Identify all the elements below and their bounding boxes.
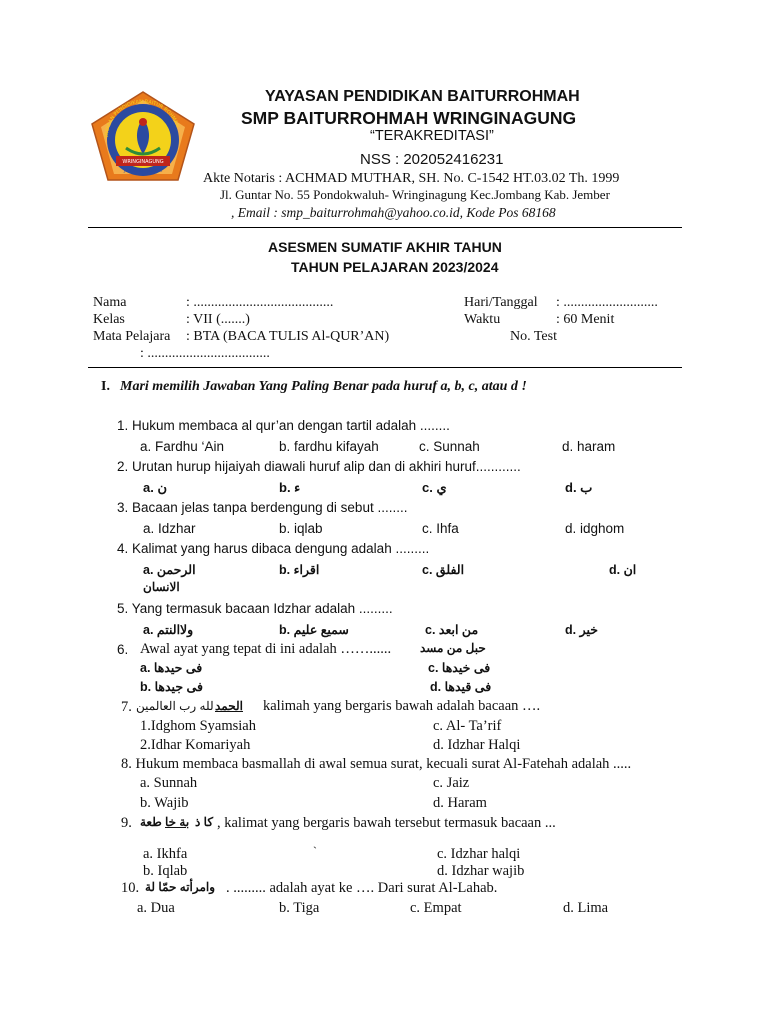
q10-option-d[interactable]: d. Lima <box>563 900 609 916</box>
nss-number: NSS : 202052416231 <box>360 151 504 168</box>
mapel-label: Mata Pelajara <box>93 329 171 344</box>
school-email: , Email : smp_baiturrohmah@yahoo.co.id, Kode Pos 68168 <box>231 205 556 220</box>
question-6: Awal ayat yang tepat di ini adalah ……...... <box>140 641 392 657</box>
waktu-label: Waktu <box>464 312 501 327</box>
q1-option-b[interactable]: b. fardhu kifayah <box>279 439 379 454</box>
hari-label: Hari/Tanggal <box>464 295 538 310</box>
q9-option-a[interactable]: a. Ikhfa <box>143 846 188 862</box>
q2-option-a[interactable]: a. ن <box>143 480 168 495</box>
q8-option-b[interactable]: b. Wajib <box>140 795 189 811</box>
accreditation-status: “TERAKREDITASI” <box>370 128 494 144</box>
q4-option-a[interactable]: a. الرحمن <box>143 563 196 577</box>
logo-bottom-text: WRINGINAGUNG <box>122 159 164 165</box>
q2-option-d[interactable]: d. ب <box>565 480 593 495</box>
q1-option-a[interactable]: a. Fardhu ‘Ain <box>140 439 225 454</box>
question-7-arabic-underlined: الحمد <box>215 699 243 713</box>
q10-option-b[interactable]: b. Tiga <box>279 900 320 916</box>
header-divider <box>88 227 682 228</box>
question-9-number: 9. <box>121 815 132 831</box>
q4-option-d[interactable]: d. ان <box>609 563 637 577</box>
q3-option-d[interactable]: d. idghom <box>565 521 625 536</box>
q5-option-a[interactable]: a. ولاالنتم <box>143 623 194 637</box>
hari-field[interactable]: : ........................... <box>556 295 658 310</box>
q5-option-d[interactable]: d. خير <box>565 623 598 637</box>
q6-option-d[interactable]: d. فى قيدها <box>430 680 492 694</box>
q1-option-d[interactable]: d. haram <box>562 439 616 454</box>
section-instruction: Mari memilih Jawaban Yang Paling Benar pada huruf a, b, c, atau d ! <box>120 379 527 394</box>
question-6-arabic: حبل من مسد <box>420 641 486 655</box>
nama-field[interactable]: : ........................................ <box>186 295 334 310</box>
q9-option-d[interactable]: d. Idzhar wajib <box>437 863 525 879</box>
q9-option-b[interactable]: b. Iqlab <box>143 863 188 879</box>
q8-option-c[interactable]: c. Jaiz <box>433 775 470 791</box>
question-4: 4. Kalimat yang harus dibaca dengung adalah ......... <box>117 541 430 556</box>
waktu-value: : 60 Menit <box>556 312 615 327</box>
q8-option-d[interactable]: d. Haram <box>433 795 487 811</box>
kelas-label: Kelas <box>93 312 125 327</box>
question-7-number: 7. <box>121 699 132 715</box>
q4-option-d-wrap: الانسان <box>143 580 180 594</box>
question-8: 8. Hukum membaca basmallah di awal semua surat, kecuali surat Al-Fatehah adalah ..... <box>121 756 632 772</box>
q10-option-a[interactable]: a. Dua <box>137 900 175 916</box>
notest-label: No. Test <box>510 329 557 344</box>
school-logo <box>86 88 200 184</box>
question-5: 5. Yang termasuk bacaan Idzhar adalah ......... <box>117 601 393 616</box>
foundation-name: YAYASAN PENDIDIKAN BAITURROHMAH <box>265 88 580 105</box>
question-10-number: 10. <box>121 880 140 896</box>
nama-label: Nama <box>93 295 127 310</box>
question-6-number: 6. <box>117 642 129 657</box>
q3-option-b[interactable]: b. iqlab <box>279 521 323 536</box>
q9-stray-mark: ` <box>313 844 317 858</box>
q5-option-b[interactable]: b. سميع عليم <box>279 623 349 637</box>
notest-field[interactable]: : ................................... <box>140 346 270 361</box>
q6-option-c[interactable]: c. فى خيدها <box>428 661 491 675</box>
q7-option-a[interactable]: 1.Idghom Syamsiah <box>140 718 256 734</box>
q4-option-c[interactable]: c. الفلق <box>422 563 465 577</box>
q7-option-b[interactable]: 2.Idhar Komariyah <box>140 737 251 753</box>
identity-divider <box>88 367 682 368</box>
q6-option-a[interactable]: a. فى حيدها <box>140 661 203 675</box>
logo-ring-text: YAYASAN PENDIDIKAN BAITUR ROHMAH <box>103 98 181 139</box>
question-9: , kalimat yang bergaris bawah tersebut termasuk bacaan ... <box>217 815 556 831</box>
section-number: I. <box>101 379 110 394</box>
school-name: SMP BAITURROHMAH WRINGINAGUNG <box>241 108 577 128</box>
q3-option-c[interactable]: c. Ihfa <box>422 521 459 536</box>
q6-option-b[interactable]: b. فى جيدها <box>140 680 203 694</box>
exam-title: ASESMEN SUMATIF AKHIR TAHUN <box>268 239 502 255</box>
question-9-arabic-underlined: بة خا <box>165 815 190 829</box>
kelas-field[interactable]: : VII (.......) <box>186 312 250 327</box>
q2-option-c[interactable]: c. ي <box>422 480 447 495</box>
question-9-arabic-pre: كا ذ <box>195 815 214 829</box>
question-9-arabic-post: طعة <box>140 815 162 829</box>
q5-option-c[interactable]: c. من ابعد <box>425 623 479 637</box>
q3-option-a[interactable]: a. Idzhar <box>143 521 196 536</box>
question-10: . ......... adalah ayat ke …. Dari surat Al-Lahab. <box>226 880 498 896</box>
q4-option-b[interactable]: b. اقراء <box>279 563 320 577</box>
notary-deed: Akte Notaris : ACHMAD MUTHAR, SH. No. C-1542 HT.03.02 Th. 1999 <box>203 171 620 186</box>
school-address: Jl. Guntar No. 55 Pondokwaluh- Wringinagung Kec.Jombang Kab. Jember <box>220 187 610 202</box>
question-7: kalimah yang bergaris bawah adalah bacaan …. <box>263 698 541 714</box>
question-1: 1. Hukum membaca al qur’an dengan tartil adalah ........ <box>117 418 450 433</box>
q8-option-a[interactable]: a. Sunnah <box>140 775 198 791</box>
q7-option-c[interactable]: c. Al- Ta’rif <box>433 718 502 734</box>
q7-option-d[interactable]: d. Idzhar Halqi <box>433 737 521 753</box>
question-7-arabic: لله رب العالمين <box>136 699 214 713</box>
question-3: 3. Bacaan jelas tanpa berdengung di sebut ........ <box>117 500 408 515</box>
q9-option-c[interactable]: c. Idzhar halqi <box>437 846 521 862</box>
mapel-value: : BTA (BACA TULIS Al-QUR’AN) <box>186 329 390 344</box>
exam-year: TAHUN PELAJARAN 2023/2024 <box>291 259 499 275</box>
question-2: 2. Urutan hurup hijaiyah diawali huruf alip dan di akhiri huruf............ <box>117 459 521 474</box>
logo-bottom-text-2: JOMBANG - JEMBER <box>123 168 163 173</box>
q1-option-c[interactable]: c. Sunnah <box>419 439 480 454</box>
q2-option-b[interactable]: b. ء <box>279 480 301 495</box>
question-10-arabic: وامرأته حمّا لة <box>145 880 216 894</box>
q10-option-c[interactable]: c. Empat <box>410 900 462 916</box>
